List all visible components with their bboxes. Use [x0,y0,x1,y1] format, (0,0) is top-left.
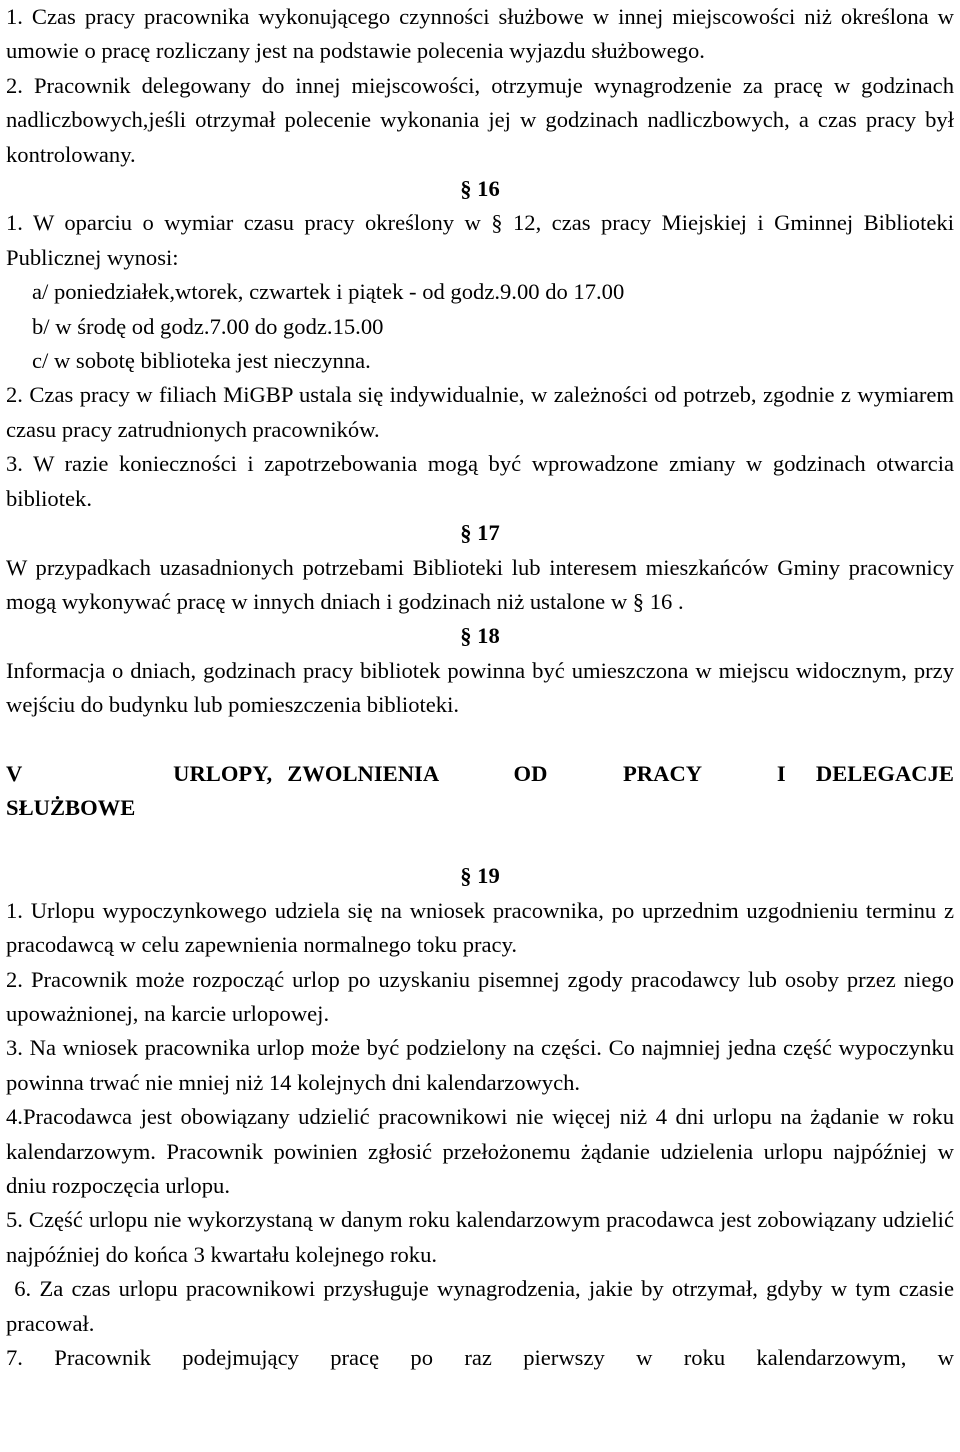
paragraph-19-3: 3. Na wniosek pracownika urlop może być podzielony na części. Co najmniej jedna część wypoczynku powinna trwać nie mniej niż 14 kolejnych dni kalendarzowych. [6,1035,954,1095]
paragraph-19-4: 4.Pracodawca jest obowiązany udzielić pracownikowi nie więcej niż 4 dni urlopu na żądanie w roku kalendarzowym. Pracownik powinien zgłosić przełożonemu żądanie udzielenia urlopu najpóźniej w dniu rozpoczęcia urlopu. [6,1104,954,1198]
chapter-heading-line-2: SŁUŻBOWE [6,794,136,820]
paragraph-16-3: 3. W razie konieczności i zapotrzebowania mogą być wprowadzone zmiany w godzinach otwarcia bibliotek. [6,451,954,511]
paragraph-16-1b: b/ w środę od godz.7.00 do godz.15.00 [32,313,384,339]
paragraph-16-1: 1. W oparciu o wymiar czasu pracy określony w § 12, czas pracy Miejskiej i Gminnej Biblioteki Publicznej wynosi: [6,210,954,270]
paragraph-15-2: 2. Pracownik delegowany do innej miejscowości, otrzymuje wynagrodzenie za pracę w godzinach nadliczbowych,jeśli otrzymał polecenie wykonania jej w godzinach nadliczbowych, a czas pracy był kontrolowany. [6,72,954,167]
paragraph-19-2: 2. Pracownik może rozpocząć urlop po uzyskaniu pisemnej zgody pracodawcy lub osoby przez niego upoważnionej, na karcie urlopowej. [6,966,954,1026]
paragraph-16-2: 2. Czas pracy w filiach MiGBP ustala się indywidualnie, w zależności od potrzeb, zgodnie z wymiarem czasu pracy zatrudnionych pracowników. [6,382,954,442]
paragraph-17: W przypadkach uzasadnionych potrzebami Biblioteki lub interesem mieszkańców Gminy pracownicy mogą wykonywać pracę w innych dniach i godzinach niż ustalone w § 16 . [6,554,954,614]
section-18-heading: § 18 [460,623,500,649]
paragraph-19-6: 6. Za czas urlopu pracownikowi przysługuje wynagrodzenia, jakie by otrzymał, gdyby w tym czasie pracował. [6,1276,960,1336]
paragraph-19-5: 5. Część urlopu nie wykorzystaną w danym roku kalendarzowym pracodawca jest zobowiązany udzielić najpóźniej do końca 3 kwartału kolejnego roku. [6,1207,954,1267]
section-17-heading: § 17 [460,520,500,546]
paragraph-19-1: 1. Urlopu wypoczynkowego udziela się na wniosek pracownika, po uprzednim uzgodnieniu terminu z pracodawcą w celu zapewnienia normalnego toku pracy. [6,897,954,958]
paragraph-19-7: 7. Pracownik podejmujący pracę po raz pierwszy w roku kalendarzowym, w [6,1345,954,1371]
paragraph-18: Informacja o dniach, godzinach pracy bibliotek powinna być umieszczona w miejscu widocznym, przy wejściu do budynku lub pomieszczenia biblioteki. [6,657,954,718]
section-16-heading: § 16 [460,176,500,202]
spacer [6,825,954,859]
spacer [6,723,954,757]
paragraph-16-1c: c/ w sobotę biblioteka jest nieczynna. [32,348,371,374]
section-19-heading: § 19 [460,863,500,889]
paragraph-16-1a: a/ poniedziałek,wtorek, czwartek i piątek - od godz.9.00 do 17.00 [32,279,625,305]
paragraph-15-1: 1. Czas pracy pracownika wykonującego czynności służbowe w innej miejscowości niż określona w umowie o pracę rozliczany jest na podstawie polecenia wyjazdu służbowego. [6,4,954,64]
chapter-heading-line-1: V URLOPY, ZWOLNIENIA OD PRACY I DELEGACJE [6,760,954,786]
